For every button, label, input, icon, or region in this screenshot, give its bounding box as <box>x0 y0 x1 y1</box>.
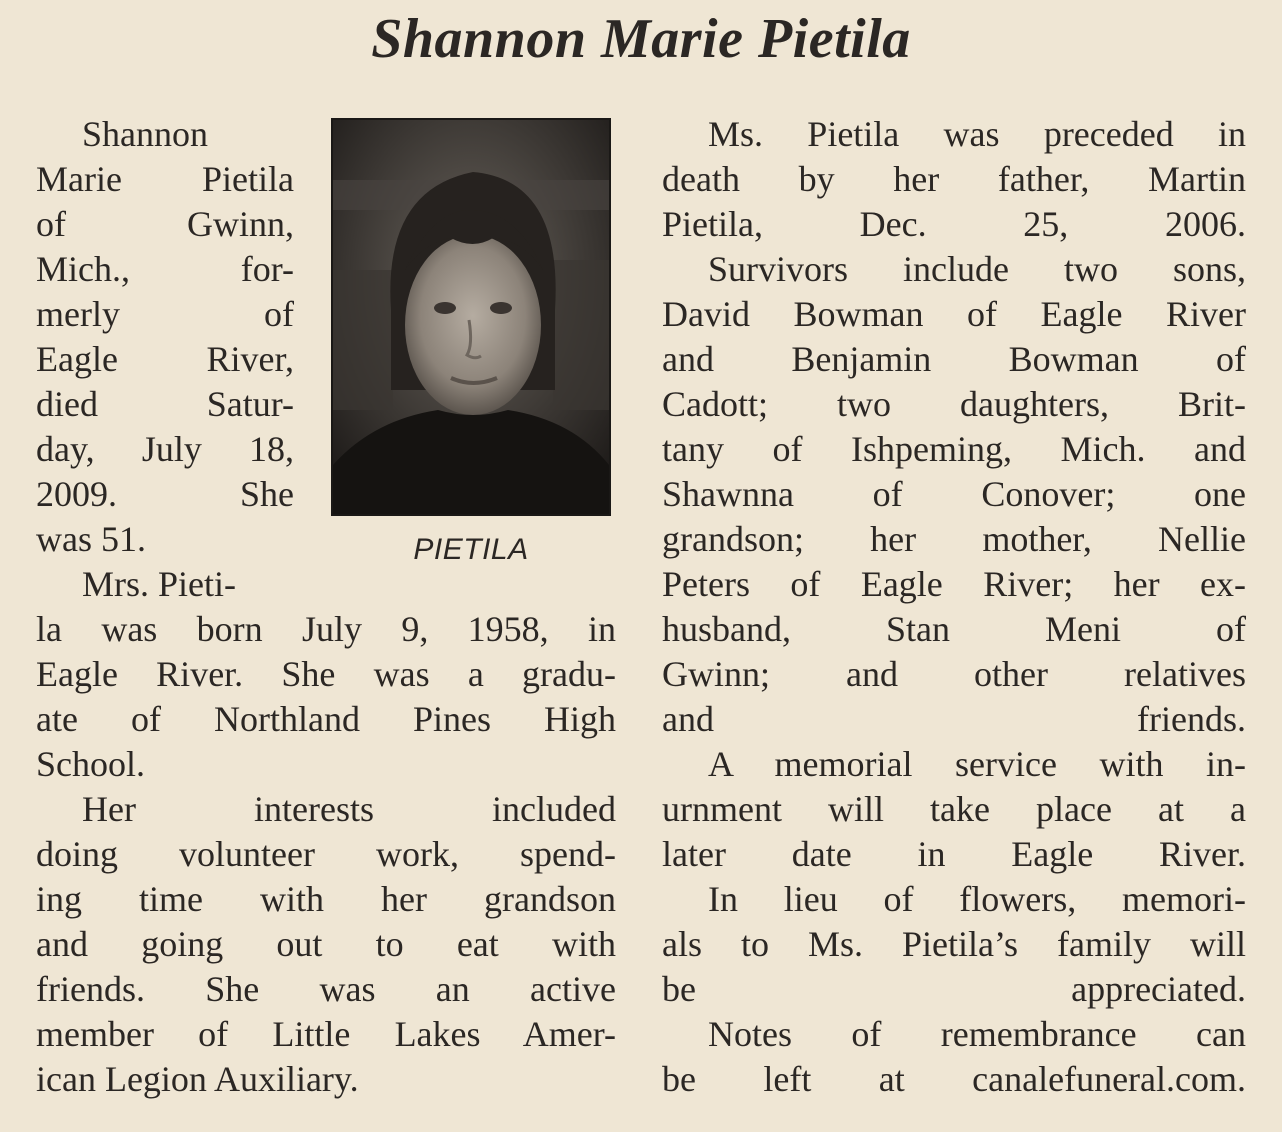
text-line: day, July 18, <box>36 429 294 469</box>
text-line: la was born July 9, 1958, in <box>36 609 616 649</box>
text-line: be appreciated. <box>662 969 1246 1009</box>
portrait-image <box>333 120 609 514</box>
text-line: ican Legion Auxiliary. <box>36 1059 359 1099</box>
text-line: doing volunteer work, spend- <box>36 834 616 874</box>
text-line: als to Ms. Pietila’s family will <box>662 924 1246 964</box>
text-line: Shawnna of Conover; one <box>662 474 1246 514</box>
text-line: and Benjamin Bowman of <box>662 339 1246 379</box>
text-line: Cadott; two daughters, Brit- <box>662 384 1246 424</box>
text-line: ate of Northland Pines High <box>36 699 616 739</box>
text-line: A memorial service with in- <box>708 744 1246 784</box>
text-line: and going out to eat with <box>36 924 616 964</box>
text-line: later date in Eagle River. <box>662 834 1246 874</box>
text-line: was 51. <box>36 519 146 559</box>
portrait-photo <box>331 118 611 516</box>
text-line: member of Little Lakes Amer- <box>36 1014 616 1054</box>
column-1-body <box>36 562 616 1102</box>
text-line: Eagle River, <box>36 339 294 379</box>
text-line: be left at canalefuneral.com. <box>662 1059 1246 1099</box>
text-line: Mich., for- <box>36 249 294 289</box>
text-line: Shannon <box>82 114 208 154</box>
text-line: 2009. She <box>36 474 294 514</box>
text-line: David Bowman of Eagle River <box>662 294 1246 334</box>
text-line: merly of <box>36 294 294 334</box>
text-line: Eagle River. She was a gradu- <box>36 654 616 694</box>
text-line: ing time with her grandson <box>36 879 616 919</box>
text-line: friends. She was an active <box>36 969 616 1009</box>
text-line: Mrs. Pieti- <box>82 564 237 604</box>
obituary-headline: Shannon Marie Pietila <box>371 8 911 70</box>
text-line: died Satur- <box>36 384 294 424</box>
text-line: Gwinn; and other relatives <box>662 654 1246 694</box>
intro-paragraph <box>36 112 294 562</box>
text-line: Notes of remembrance can <box>708 1014 1246 1054</box>
text-line: urnment will take place at a <box>662 789 1246 829</box>
text-line: Marie Pietila <box>36 159 294 199</box>
text-line: Ms. Pietila was preceded in <box>708 114 1246 154</box>
column-2-body <box>662 112 1246 1102</box>
text-line: death by her father, Martin <box>662 159 1246 199</box>
photo-caption: PIETILA <box>413 533 529 566</box>
text-line: Survivors include two sons, <box>708 249 1246 289</box>
text-line: Pietila, Dec. 25, 2006. <box>662 204 1246 244</box>
text-line: In lieu of flowers, memori- <box>708 879 1246 919</box>
text-line: Her interests included <box>82 789 616 829</box>
text-line: husband, Stan Meni of <box>662 609 1246 649</box>
text-line: and friends. <box>662 699 1246 739</box>
text-line: tany of Ishpeming, Mich. and <box>662 429 1246 469</box>
text-line: grandson; her mother, Nellie <box>662 519 1246 559</box>
text-line: School. <box>36 744 146 784</box>
text-line: of Gwinn, <box>36 204 294 244</box>
text-line: Peters of Eagle River; her ex- <box>662 564 1246 604</box>
